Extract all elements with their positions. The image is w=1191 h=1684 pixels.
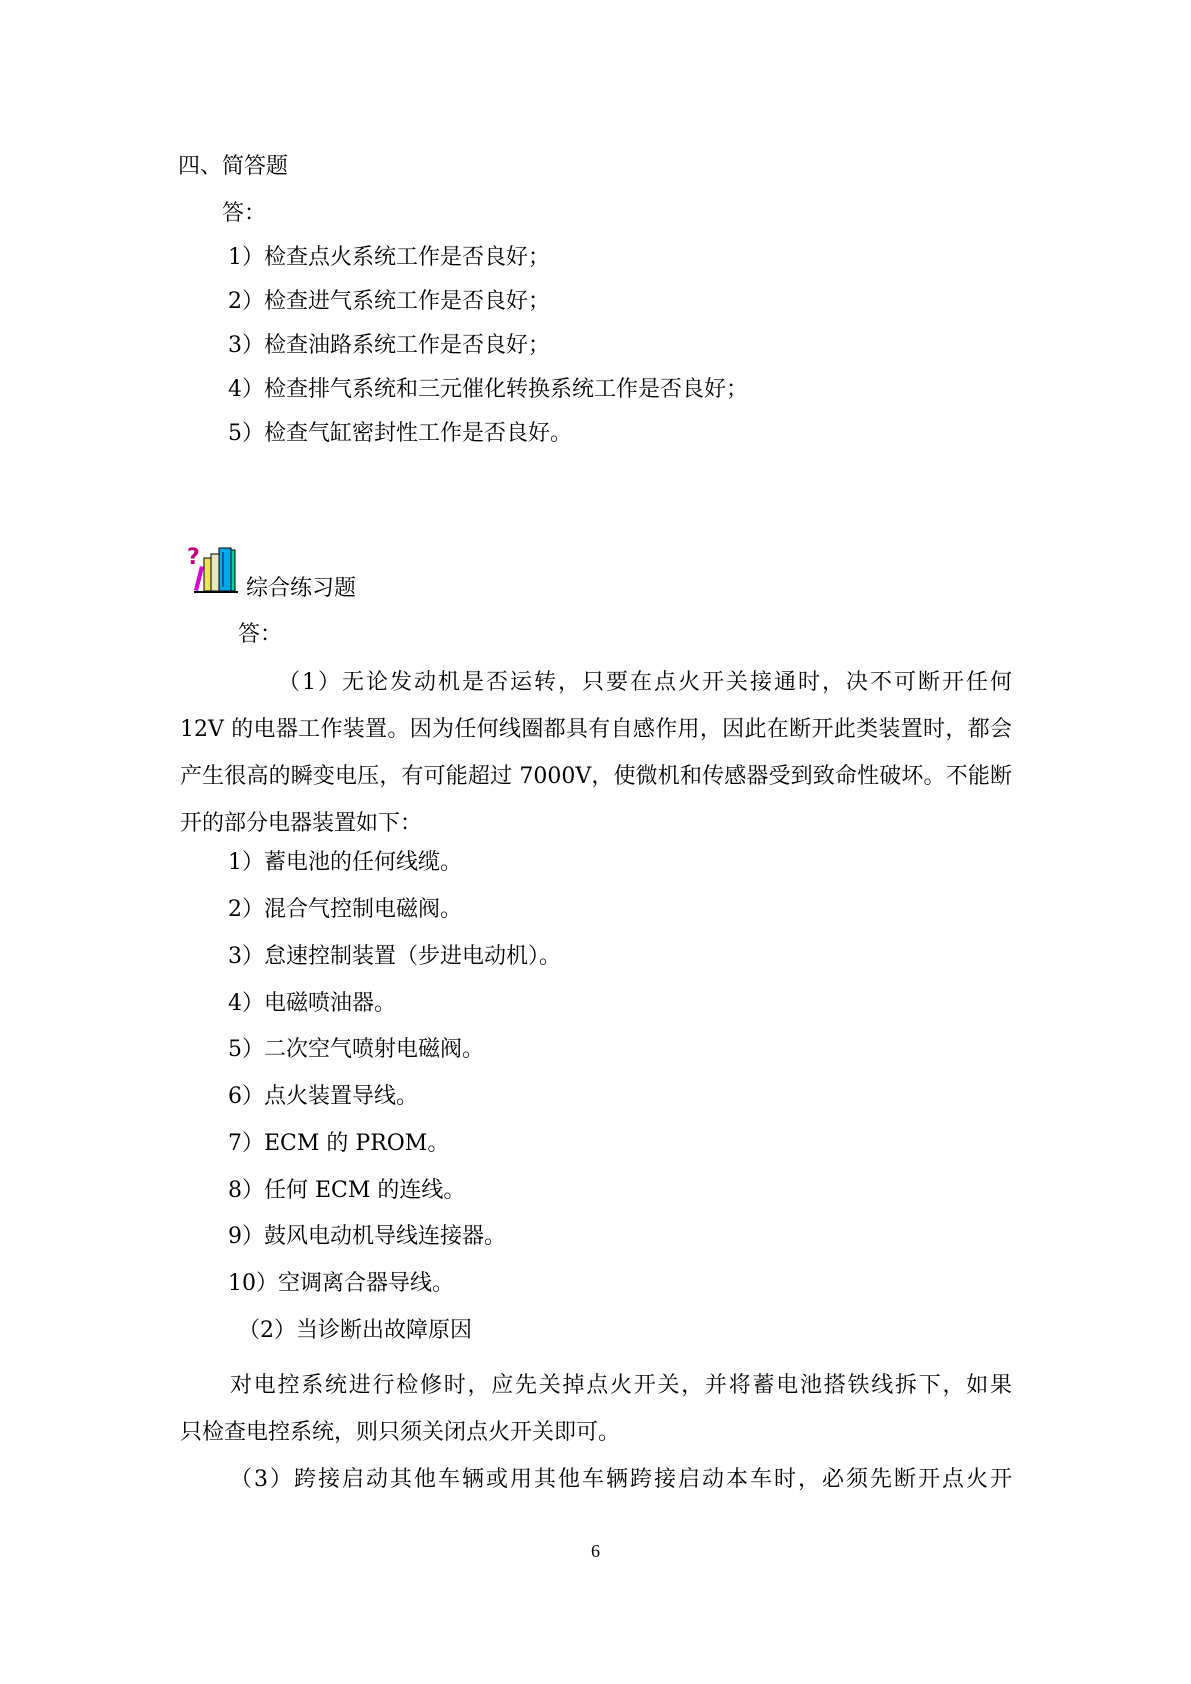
page-number: 6 [591, 1541, 600, 1561]
section-heading: 综合练习题 [246, 576, 357, 601]
books-question-icon [186, 544, 244, 594]
answer-label: 答： [222, 201, 267, 226]
list-item: 2）混合气控制电磁阀。 [228, 897, 462, 922]
list-item: 5）检查气缸密封性工作是否良好。 [228, 421, 572, 446]
list-item: 7）ECM 的 PROM。 [228, 1131, 450, 1156]
subheading: （2）当诊断出故障原因 [238, 1318, 472, 1343]
list-item: 8）任何 ECM 的连线。 [228, 1178, 466, 1203]
list-item: 2）检查进气系统工作是否良好； [228, 289, 550, 314]
list-item: 4）电磁喷油器。 [228, 991, 396, 1016]
list-item: 1）检查点火系统工作是否良好； [228, 245, 550, 270]
answer-label: 答： [238, 622, 283, 647]
list-item: 9）鼓风电动机导线连接器。 [228, 1224, 506, 1249]
list-item: 3）怠速控制装置（步进电动机）。 [228, 944, 561, 969]
paragraph [180, 1456, 1012, 1503]
section-heading: 四、简答题 [178, 154, 289, 179]
paragraph [180, 659, 1012, 847]
list-item: 5）二次空气喷射电磁阀。 [228, 1037, 484, 1062]
paragraph-first-line: 对电控系统进行检修时，应先关掉点火开关，并将蓄电池搭铁线拆下，如果 [230, 1373, 1012, 1398]
list-item: 10）空调离合器导线。 [228, 1271, 454, 1296]
svg-text:?: ? [187, 545, 200, 570]
list-item: 1）蓄电池的任何线缆。 [228, 850, 462, 875]
paragraph-body: 12V 的电器工作装置。因为任何线圈都具有自感作用，因此在断开此类装置时，都会产生很高的瞬变电压，有可能超过 7000V，使微机和传感器受到致命性破坏。不能断开的部分电器装置如下： [180, 717, 1012, 836]
paragraph-first-line: （3）跨接启动其他车辆或用其他车辆跨接启动本车时，必须先断开点火开 [230, 1467, 1012, 1492]
paragraph-body: 只检查电控系统，则只须关闭点火开关即可。 [180, 1420, 621, 1445]
paragraph [180, 1362, 1012, 1456]
list-item: 4）检查排气系统和三元催化转换系统工作是否良好； [228, 377, 748, 402]
paragraph-first-line: （1）无论发动机是否运转，只要在点火开关接通时，决不可断开任何 [278, 670, 1012, 695]
list-item: 6）点火装置导线。 [228, 1084, 418, 1109]
list-item: 3）检查油路系统工作是否良好； [228, 333, 550, 358]
